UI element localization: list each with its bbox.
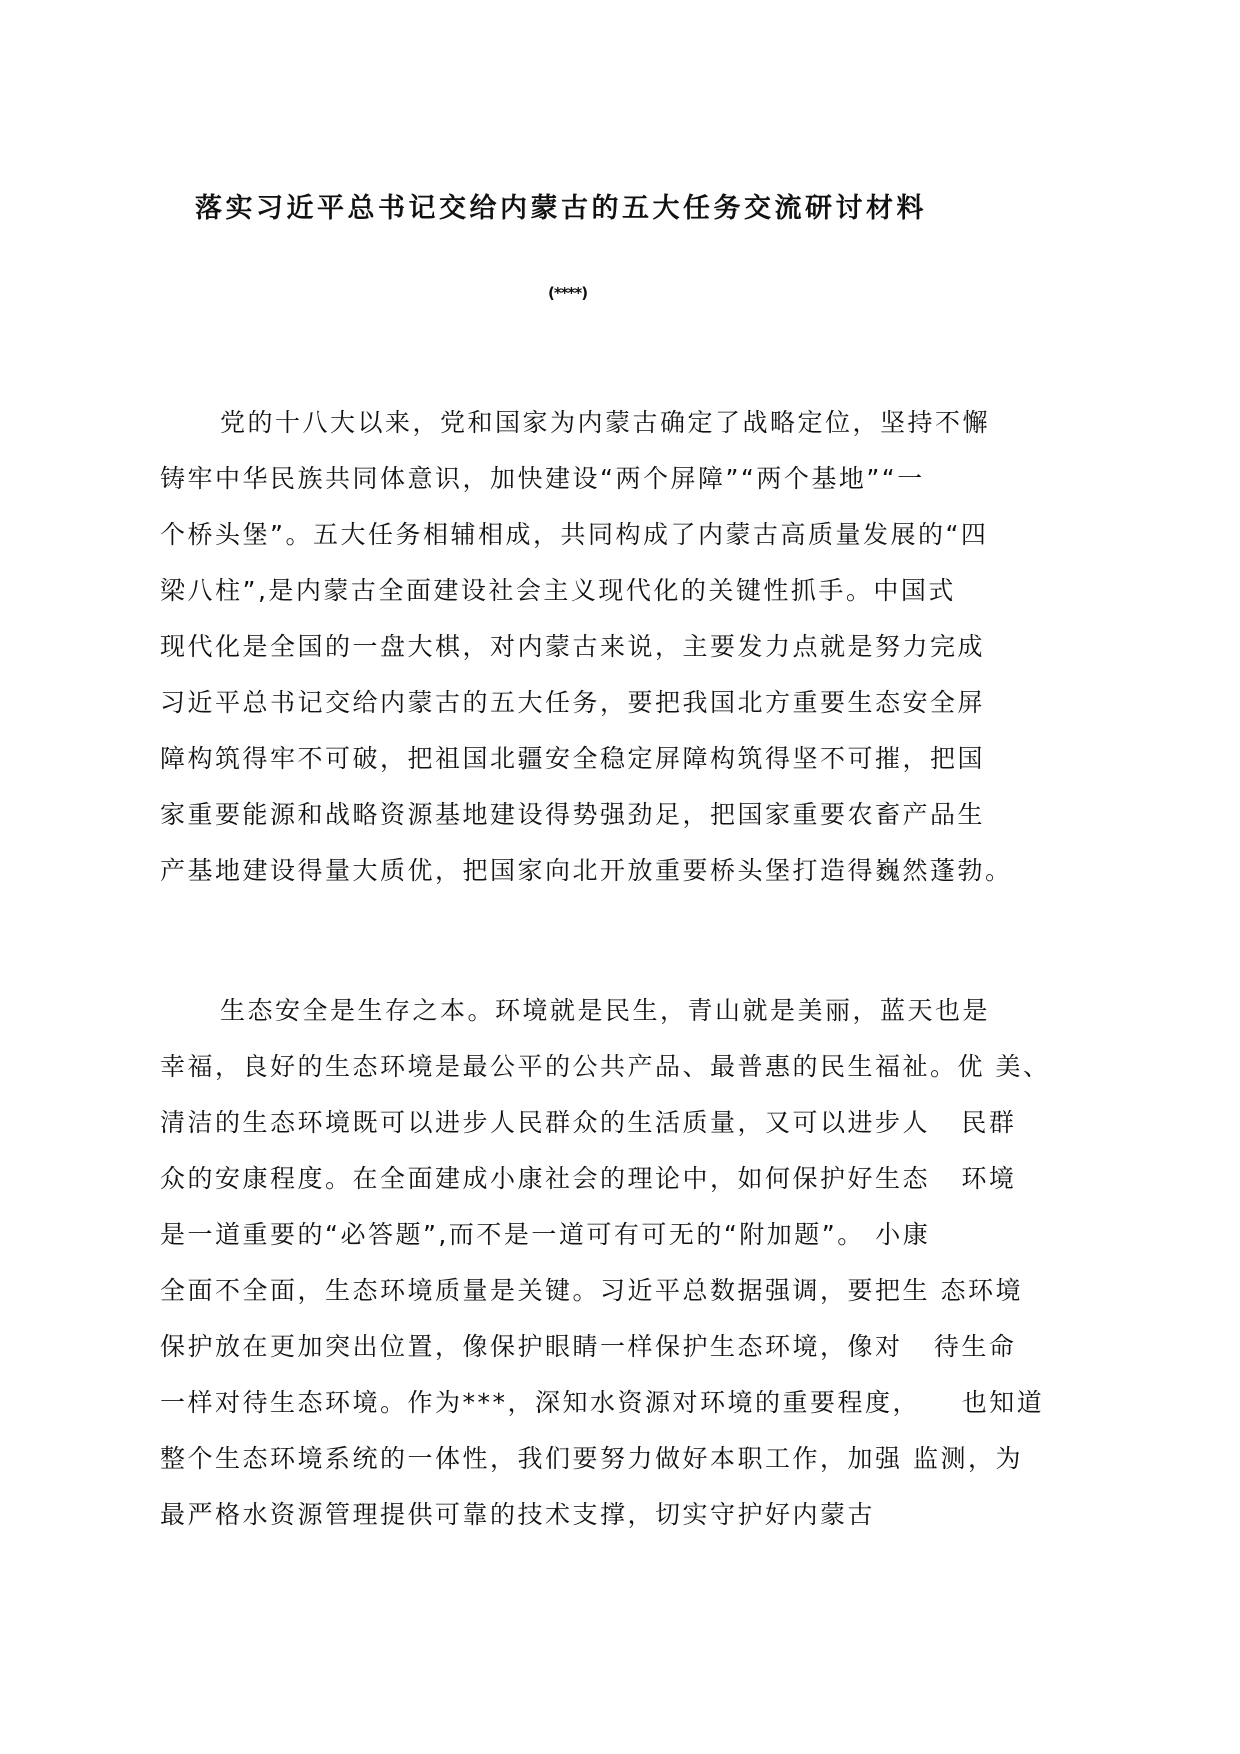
paragraph-line: 幸福，良好的生态环境是最公平的公共产品、最普惠的民生福祉。优 美、 (160, 1052, 1051, 1081)
paragraph-line: 铸牢中华民族共同体意识，加快建设“两个屏障”“两个基地”“一 (160, 464, 925, 493)
paragraph-line: 众的安康程度。在全面建成小康社会的理论中，如何保护好生态 环境 (160, 1164, 1017, 1193)
paragraph-line: 个桥头堡”。五大任务相辅相成，共同构成了内蒙古高质量发展的“四 (160, 520, 989, 549)
paragraph-line: 家重要能源和战略资源基地建设得势强劲足，把国家重要农畜产品生 (160, 800, 986, 829)
paragraph-line: 全面不全面，生态环境质量是关键。习近平总数据强调，要把生 态环境 (160, 1276, 1023, 1305)
paragraph-line: 产基地建设得量大质优，把国家向北开放重要桥头堡打造得巍然蓬勃。 (160, 856, 1013, 885)
paragraph-line: 保护放在更加突出位置，像保护眼睛一样保护生态环境，像对 待生命 (160, 1332, 1017, 1361)
document-author: (****) (548, 284, 588, 302)
paragraph-line: 障构筑得牢不可破，把祖国北疆安全稳定屏障构筑得坚不可摧，把国 (160, 744, 986, 773)
paragraph-line: 梁八柱”,是内蒙古全面建设社会主义现代化的关键性抓手。中国式 (160, 576, 956, 605)
paragraph-line: 是一道重要的“必答题”,而不是一道可有可无的“附加题”。 小康 (160, 1220, 931, 1249)
paragraph-line: 习近平总书记交给内蒙古的五大任务，要把我国北方重要生态安全屏 (160, 688, 986, 717)
paragraph-1 (160, 395, 1013, 899)
document-title: 落实习近平总书记交给内蒙古的五大任务交流研讨材料 (195, 193, 927, 224)
paragraph-2 (160, 983, 1050, 1543)
paragraph-line: 现代化是全国的一盘大棋，对内蒙古来说，主要发力点就是努力完成 (160, 632, 986, 661)
paragraph-line: 整个生态环境系统的一体性，我们要努力做好本职工作，加强 监测，为 (160, 1444, 1023, 1473)
paragraph-line: 一样对待生态环境。作为***，深知水资源对环境的重要程度， 也知道 (160, 1388, 1045, 1417)
paragraph-line: 最严格水资源管理提供可靠的技术支撑，切实守护好内蒙古 (160, 1500, 876, 1529)
paragraph-line: 党的十八大以来，党和国家为内蒙古确定了战略定位，坚持不懈 (220, 408, 991, 437)
paragraph-line: 生态安全是生存之本。环境就是民生，青山就是美丽，蓝天也是 (220, 996, 991, 1025)
paragraph-line: 清洁的生态环境既可以进步人民群众的生活质量，又可以进步人 民群 (160, 1108, 1017, 1137)
